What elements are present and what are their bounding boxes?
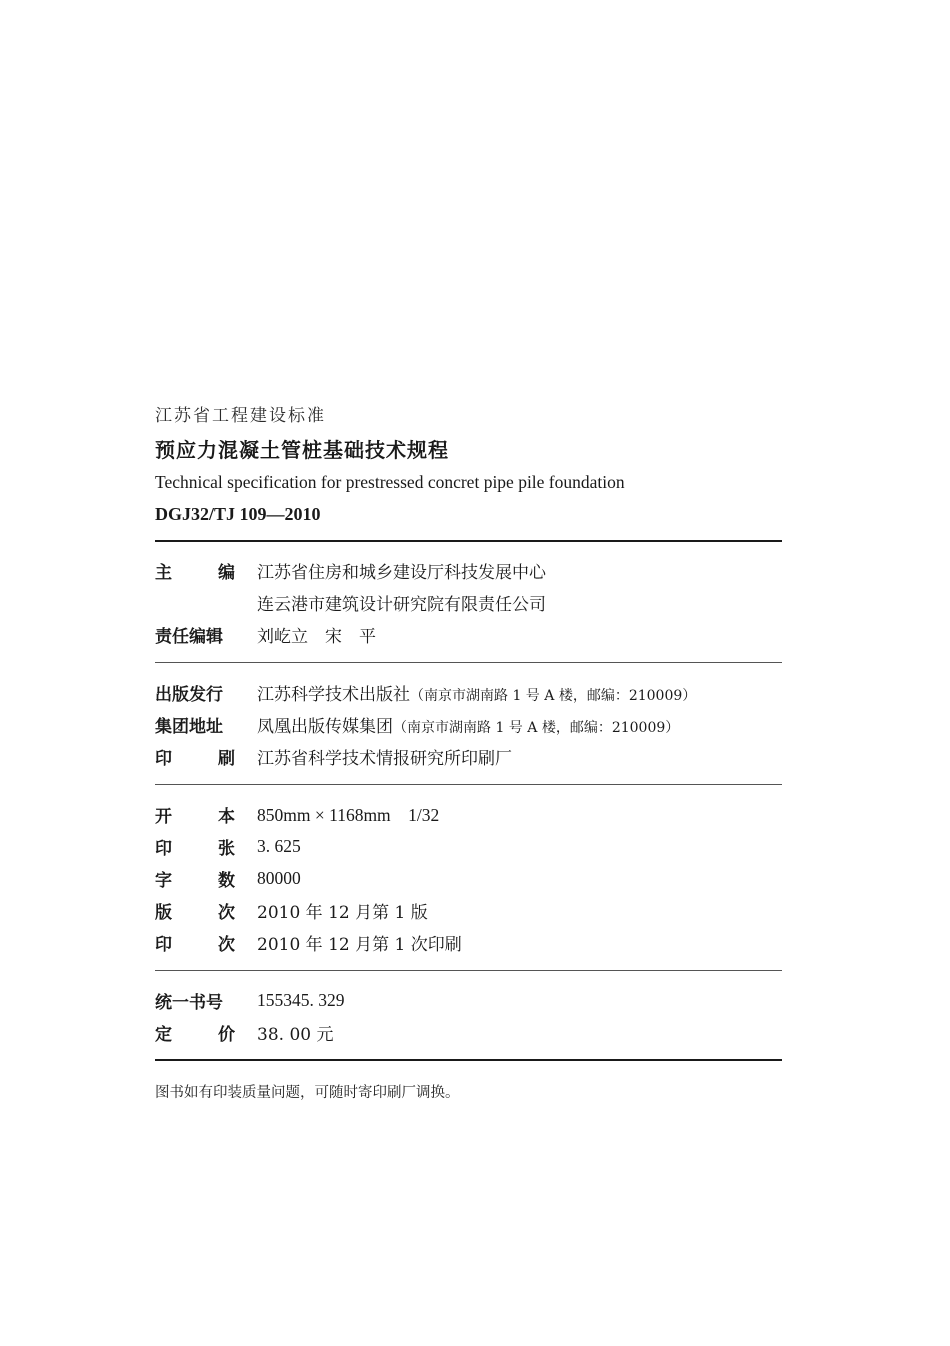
chief-editor-line2: 连云港市建筑设计研究院有限责任公司 [257, 594, 546, 615]
series-title: 江苏省工程建设标准 [155, 406, 326, 426]
divider-1 [155, 662, 782, 663]
printer-label: 印 刷 [155, 748, 235, 769]
edition-row [155, 896, 428, 924]
publisher-row [155, 678, 696, 706]
divider-2 [155, 784, 782, 785]
isbn-row [155, 986, 345, 1014]
responsible-editor-row [155, 620, 376, 648]
impression-label: 印 次 [155, 934, 235, 955]
impression-row [155, 928, 462, 956]
divider-bottom [155, 1059, 782, 1061]
printer-row [155, 742, 512, 770]
format-value: 850mm × 1168mm 1/32 [257, 804, 440, 825]
publisher-value [257, 680, 696, 705]
publisher-address: （南京市湖南路 1 号 A 楼，邮编：210009） [410, 687, 697, 704]
group-address-label: 集团地址 [155, 716, 223, 737]
printer-value: 江苏省科学技术情报研究所印刷厂 [257, 748, 512, 769]
publisher-label: 出版发行 [155, 684, 223, 705]
price-label: 定 价 [155, 1024, 235, 1045]
format-row [155, 800, 439, 828]
isbn-label: 统一书号 [155, 992, 223, 1013]
words-row [155, 864, 301, 892]
edition-label: 版 次 [155, 902, 235, 923]
divider-3 [155, 970, 782, 971]
responsible-editor-value: 刘屹立 宋 平 [257, 626, 376, 647]
copyright-page [155, 0, 782, 1346]
impression-value: 2010 年 12 月第 1 次印刷 [257, 934, 462, 955]
responsible-editor-label: 责任编辑 [155, 626, 223, 647]
group-address-row [155, 710, 679, 738]
book-title-chinese: 预应力混凝土管桩基础技术规程 [155, 438, 449, 462]
standard-code: DGJ32/TJ 109—2010 [155, 504, 321, 524]
chief-editor-line1: 江苏省住房和城乡建设厅科技发展中心 [257, 562, 546, 583]
chief-editor-row-2 [155, 588, 546, 616]
footer-note: 图书如有印装质量问题，可随时寄印刷厂调换。 [155, 1085, 460, 1101]
divider-top [155, 540, 782, 542]
price-value: 38. 00 元 [257, 1024, 334, 1045]
group-address: （南京市湖南路 1 号 A 楼，邮编：210009） [393, 719, 680, 736]
format-label: 开 本 [155, 806, 235, 827]
sheets-value: 3. 625 [257, 835, 301, 856]
group-name: 凤凰出版传媒集团 [257, 716, 393, 737]
words-label: 字 数 [155, 870, 235, 891]
words-value: 80000 [257, 867, 301, 888]
group-address-value [257, 712, 679, 737]
sheets-row [155, 832, 301, 860]
price-row [155, 1018, 333, 1046]
publisher-name: 江苏科学技术出版社 [257, 684, 410, 705]
edition-value: 2010 年 12 月第 1 版 [257, 902, 428, 923]
sheets-label: 印 张 [155, 838, 235, 859]
chief-editor-row [155, 556, 546, 584]
chief-editor-label: 主 编 [155, 562, 235, 583]
book-title-english: Technical specification for prestressed concret pipe pile foundation [155, 472, 625, 492]
isbn-value: 155345. 329 [257, 989, 345, 1010]
